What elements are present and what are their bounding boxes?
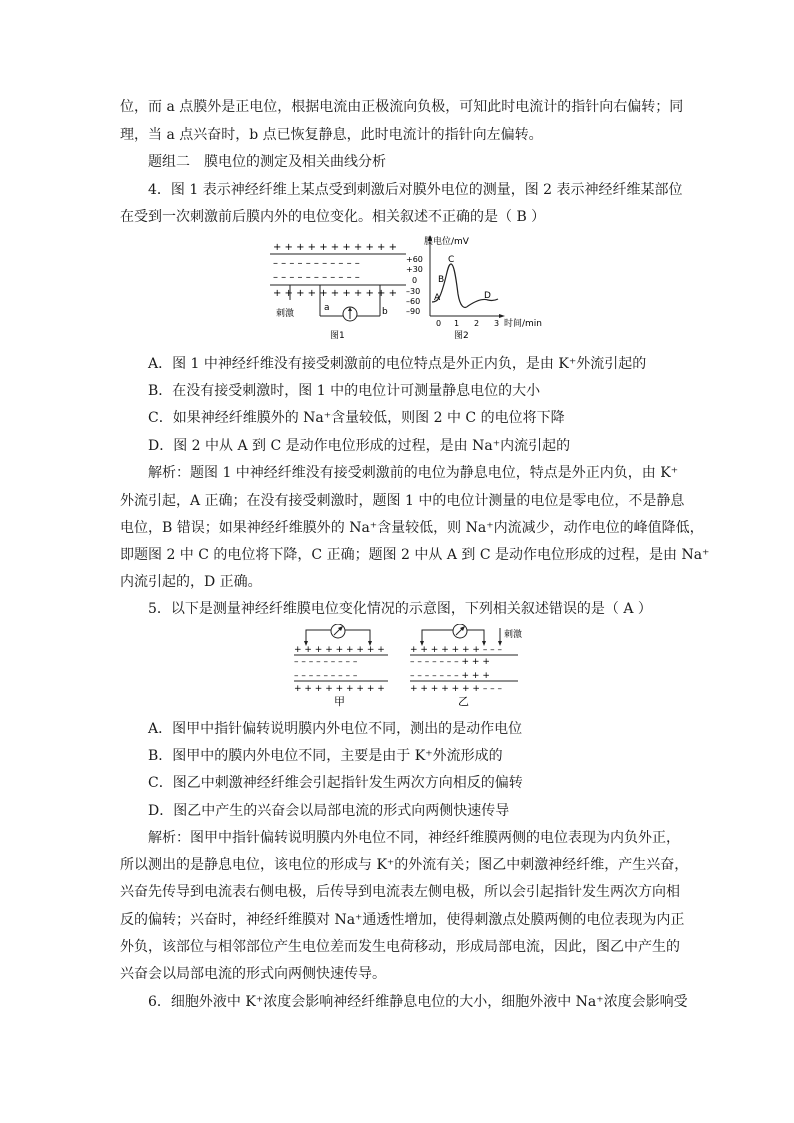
yi-row-1: + + + + + + + – – –: [410, 645, 503, 655]
intro-line-1: 位，而 a 点膜外是正电位，根据电流由正极流向负极，可知此时电流计的指针向右偏转；同: [120, 99, 684, 115]
fig2-point-a: A: [434, 293, 441, 303]
fig1-bottom-inner: – – – – – – – – – – –: [273, 272, 360, 283]
q5-analysis-line-2: 所以测出的是静息电位，该电位的形成与 K⁺的外流有关；图乙中刺激神经纤维，产生兴奋，: [120, 857, 689, 873]
q4-analysis-line-3: 电位，B 错误；如果神经纤维膜外的 Na⁺含量较低，则 Na⁺内流减少，动作电位的峰值降低，: [120, 520, 704, 536]
fig2-xtick-0: 0: [436, 319, 442, 328]
jia-row-1: + + + + + + + + +: [294, 645, 385, 655]
yi-row-3: – – – – – – – + + +: [410, 671, 490, 681]
q4-option-a: A．图 1 中神经纤维没有接受刺激前的电位特点是外正内负，是由 K⁺外流引起的: [148, 356, 647, 372]
q6-stem: 6．细胞外液中 K⁺浓度会影响神经纤维静息电位的大小，细胞外液中 Na⁺浓度会影响受: [148, 994, 688, 1010]
q5-stem: 5．以下是测量神经纤维膜电位变化情况的示意图，下列相关叙述错误的是（ A ）: [148, 601, 652, 617]
fig2-point-d: D: [484, 291, 491, 301]
yi-row-4: + + + + + + + – – –: [410, 684, 503, 694]
fig1-top-charges: + + + + + + + + + + +: [273, 242, 397, 253]
q4-figure-2: [404, 232, 560, 346]
jia-row-2: – – – – – – – – –: [294, 657, 358, 667]
fig1-stimulus-label: 刺激: [276, 309, 295, 319]
q4-stem-line-1: 4．图 1 表示神经纤维上某点受到刺激后对膜外电位的测量，图 2 表示神经纤维某部位: [148, 182, 683, 198]
q5-option-d: D．图乙中产生的兴奋会以局部电流的形式向两侧快速传导: [148, 803, 510, 819]
fig2-ytick-0: 0: [412, 276, 418, 285]
fig2-xtick-3: 3: [494, 319, 500, 328]
fig2-ytick-30: +30: [406, 265, 423, 274]
q5-option-a: A．图甲中指针偏转说明膜内外电位不同，测出的是动作电位: [148, 721, 523, 737]
q5-analysis-line-5: 外负，该部位与相邻部位产生电位差而发生电荷移动，形成局部电流，因此，图乙中产生的: [120, 939, 680, 955]
section-heading: 题组二 膜电位的测定及相关曲线分析: [148, 154, 386, 170]
q5-analysis-line-4: 反的偏转；兴奋时，神经纤维膜对 Na⁺通透性增加，使得刺激点处膜两侧的电位表现为内正: [120, 912, 685, 928]
fig2-caption: 图2: [454, 331, 469, 341]
q4-analysis-line-5: 内流引起的，D 正确。: [120, 574, 262, 590]
q4-stem-line-2: 在受到一次刺激前后膜内外的电位变化。相关叙述不正确的是（ B ）: [120, 209, 546, 225]
q5-option-b: B．图甲中的膜内外电位不同，主要是由于 K⁺外流形成的: [148, 748, 503, 764]
yi-row-2: – – – – – – – + + +: [410, 657, 490, 667]
q5-figure-yi: [408, 624, 538, 708]
fig2-xtick-2: 2: [474, 319, 480, 328]
fig2-point-b: B: [438, 275, 445, 285]
fig2-ytick-n60: –60: [406, 297, 421, 306]
yi-caption: 乙: [458, 695, 469, 708]
fig1-caption: 图1: [330, 331, 345, 341]
q5-analysis-line-6: 兴奋会以局部电流的形式向两侧快速传导。: [120, 966, 386, 982]
q4-figure-1: [268, 238, 408, 346]
fig2-xtick-1: 1: [454, 319, 460, 328]
fig2-y-title: 膜电位/mV: [424, 237, 469, 247]
jia-row-4: + + + + + + + + +: [294, 684, 385, 694]
jia-caption: 甲: [334, 695, 345, 708]
q4-analysis-line-1: 解析：题图 1 中神经纤维没有接受刺激前的电位为静息电位，特点是外正内负，由 K⁺: [148, 465, 679, 481]
intro-line-2: 理，当 a 点兴奋时，b 点已恢复静息，此时电流计的指针向左偏转。: [120, 127, 543, 143]
fig2-x-title: 时间/min: [504, 319, 543, 329]
fig1-label-a: a: [324, 303, 330, 313]
fig2-ytick-n90: –90: [406, 307, 421, 316]
fig1-bottom-charges: + + + + + + + + + + +: [273, 288, 397, 299]
q5-analysis-line-1: 解析：图甲中指针偏转说明膜内外电位不同，神经纤维膜两侧的电位表现为内负外正，: [148, 830, 680, 846]
fig2-ytick-n30: –30: [406, 287, 421, 296]
q5-analysis-line-3: 兴奋先传导到电流表右侧电极，后传导到电流表左侧电极，所以会引起指针发生两次方向相: [120, 884, 680, 900]
q5-figure-jia: [292, 624, 392, 708]
fig2-point-c: C: [448, 255, 455, 265]
q4-analysis-line-2: 外流引起，A 正确；在没有接受刺激时，题图 1 中的电位计测量的电位是零电位，不是静息: [120, 493, 685, 509]
fig1-top-inner: – – – – – – – – – – –: [273, 258, 360, 269]
q4-option-b: B．在没有接受刺激时，图 1 中的电位计可测量静息电位的大小: [148, 383, 541, 399]
q4-analysis-line-4: 即题图 2 中 C 的电位将下降，C 正确；题图 2 中从 A 到 C 是动作电位形成的过程，是由 Na⁺: [120, 547, 710, 563]
q5-option-c: C．图乙中刺激神经纤维会引起指针发生两次方向相反的偏转: [148, 775, 523, 791]
jia-row-3: – – – – – – – – –: [294, 671, 358, 681]
fig1-label-b: b: [382, 307, 388, 317]
q4-option-c: C．如果神经纤维膜外的 Na⁺含量较低，则图 2 中 C 的电位将下降: [148, 410, 565, 426]
fig2-ytick-60: +60: [406, 255, 423, 264]
q4-option-d: D．图 2 中从 A 到 C 是动作电位形成的过程，是由 Na⁺内流引起的: [148, 438, 571, 454]
yi-stimulus-label: 刺激: [504, 630, 523, 640]
